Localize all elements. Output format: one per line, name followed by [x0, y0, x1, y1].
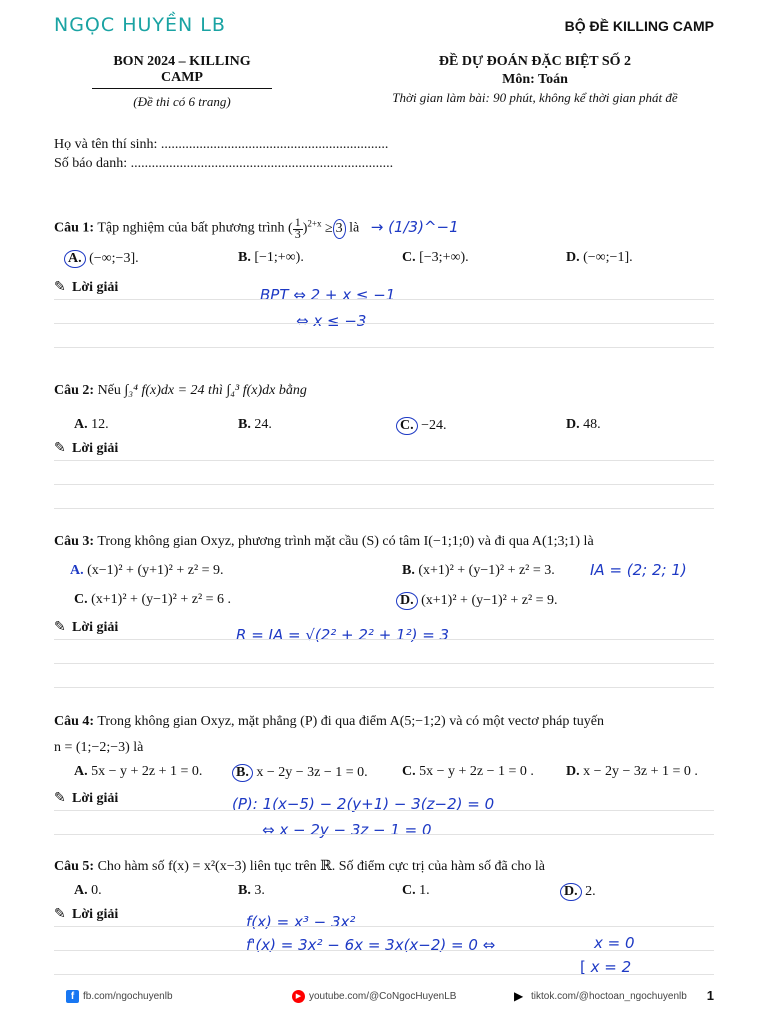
exam-time: Thời gian làm bài: 90 phút, không kể thời gian phát đề: [392, 90, 678, 105]
option-b[interactable]: B. [−1;+∞).: [238, 250, 304, 265]
option-c[interactable]: C. [−3;+∞).: [402, 250, 469, 265]
question-4-continued: n = (1;−2;−3) là: [54, 740, 144, 755]
option-b[interactable]: B. (x+1)² + (y−1)² + z² = 3.: [402, 563, 555, 578]
handwritten-solution-line: f'(x) = 3x² − 6x = 3x(x−2) = 0 ⇔: [246, 936, 496, 954]
series-title: BỘ ĐỀ KILLING CAMP: [564, 18, 714, 34]
pencil-icon: ✎: [54, 907, 66, 922]
footer-youtube-link[interactable]: ▶ youtube.com/@CoNgocHuyenLB: [292, 990, 456, 1003]
exam-camp-title: BON 2024 – KILLING CAMP: [92, 54, 272, 89]
question-3: [54, 533, 714, 551]
answer-line: [54, 950, 714, 951]
solution-label: ✎ Lời giải: [54, 620, 119, 635]
answer-line: [54, 299, 714, 300]
answer-line: [54, 460, 714, 461]
handwritten-solution-line: (P): 1(x−5) − 2(y+1) − 3(z−2) = 0: [232, 795, 495, 813]
exam-subject: Môn: Toán: [502, 72, 568, 87]
answer-line: [54, 810, 714, 811]
option-a[interactable]: A. (x−1)² + (y+1)² + z² = 9.: [70, 563, 224, 578]
footer-facebook-link[interactable]: f fb.com/ngochuyenlb: [66, 990, 173, 1003]
answer-line: [54, 974, 714, 975]
option-a[interactable]: A. 12.: [74, 417, 109, 432]
exam-page-count: (Đề thi có 6 trang): [133, 94, 231, 109]
solution-label: ✎ Lời giải: [54, 280, 119, 295]
answer-line: [54, 687, 714, 688]
handwritten-solution-line: ⇔ x − 2y − 3z − 1 = 0: [262, 821, 432, 839]
option-c[interactable]: C. 1.: [402, 883, 430, 898]
exam-title: ĐỀ DỰ ĐOÁN ĐẶC BIỆT SỐ 2: [438, 54, 632, 69]
question-label: Câu 3:: [54, 534, 95, 549]
option-d[interactable]: D. x − 2y − 3z + 1 = 0 .: [566, 764, 698, 779]
answer-line: [54, 639, 714, 640]
option-a[interactable]: A. 5x − y + 2z + 1 = 0.: [74, 764, 203, 779]
answer-line: [54, 834, 714, 835]
question-2: [54, 382, 714, 400]
handwritten-solution-line: f(x) = x³ − 3x²: [246, 913, 356, 931]
pencil-icon: ✎: [54, 791, 66, 806]
exam-header-left: [54, 54, 310, 110]
question-math: ( 1 3 )$^{2+x}$ ≥ 3: [288, 221, 349, 236]
solution-label: ✎ Lời giải: [54, 791, 119, 806]
handwritten-solution-line: ⇔ x ≤ −3: [296, 312, 367, 330]
pencil-icon: ✎: [54, 280, 66, 295]
answer-line: [54, 323, 714, 324]
option-d[interactable]: D. 48.: [566, 417, 601, 432]
option-b[interactable]: B. 3.: [238, 883, 265, 898]
brand-logo: NGỌC HUYỀN LB: [54, 14, 226, 36]
question-text: Tập nghiệm của bất phương trình: [97, 220, 285, 236]
option-a[interactable]: A. (−∞;−3].: [64, 250, 139, 268]
answer-line: [54, 663, 714, 664]
question-1: [54, 214, 714, 240]
youtube-icon: ▶: [292, 990, 305, 1003]
handwritten-note: IA = (2; 2; 1): [590, 561, 687, 579]
question-label: Câu 4:: [54, 714, 95, 729]
handwritten-solution-line: [ x = 2: [580, 958, 632, 976]
facebook-icon: f: [66, 990, 79, 1003]
handwritten-solution-line: R = IA = √(2² + 2² + 1²) = 3: [236, 626, 450, 644]
handwritten-note: → (1/3)^−1: [370, 217, 459, 236]
answer-line: [54, 926, 714, 927]
question-4: [54, 713, 714, 731]
question-label: Câu 2:: [54, 383, 95, 398]
candidate-name-field: Họ và tên thí sinh: .................................................................: [54, 137, 389, 152]
question-text: Cho hàm số f(x) = x²(x−3) liên tục trên ℝ. Số điểm cực trị của hàm số đã cho là: [97, 859, 545, 874]
page-number: 1: [706, 988, 714, 1003]
question-label: Câu 5:: [54, 859, 95, 874]
question-text: Nếu: [97, 383, 121, 398]
option-d[interactable]: D. (x+1)² + (y−1)² + z² = 9.: [396, 592, 558, 610]
option-b[interactable]: B. 24.: [238, 417, 272, 432]
option-c[interactable]: C. −24.: [396, 417, 447, 435]
candidate-id-field: Số báo danh: ...........................................................................: [54, 156, 394, 171]
tiktok-icon: ▶: [514, 989, 524, 1003]
option-c[interactable]: C. 5x − y + 2z − 1 = 0 .: [402, 764, 534, 779]
option-d[interactable]: D. (−∞;−1].: [566, 250, 633, 265]
option-a[interactable]: A. 0.: [74, 883, 102, 898]
solution-label: ✎ Lời giải: [54, 441, 119, 456]
handwritten-solution-line: BPT ⇔ 2 + x ≤ −1: [260, 286, 396, 304]
exam-header-right: [350, 54, 720, 106]
question-text: Trong không gian Oxyz, phương trình mặt cầu (S) có tâm I(−1;1;0) và đi qua A(1;3;1) là: [97, 534, 594, 549]
answer-line: [54, 347, 714, 348]
question-text: Trong không gian Oxyz, mặt phẳng (P) đi qua điểm A(5;−1;2) và có một vectơ pháp tuyến: [97, 714, 604, 729]
pencil-icon: ✎: [54, 620, 66, 635]
question-5: [54, 858, 714, 876]
question-tail: là: [349, 220, 360, 236]
answer-line: [54, 508, 714, 509]
option-b[interactable]: B. x − 2y − 3z − 1 = 0.: [232, 764, 368, 782]
question-math: ∫₃⁴ f(x)dx = 24 thì ∫₄³ f(x)dx bằng: [124, 383, 307, 398]
option-c[interactable]: C. (x+1)² + (y−1)² + z² = 6 .: [74, 592, 232, 607]
answer-line: [54, 484, 714, 485]
pencil-icon: ✎: [54, 441, 66, 456]
solution-label: ✎ Lời giải: [54, 907, 119, 922]
question-label: Câu 1:: [54, 220, 95, 236]
footer-tiktok-link[interactable]: ▶ tiktok.com/@hoctoan_ngochuyenlb: [514, 989, 687, 1003]
handwritten-solution-line: x = 0: [594, 934, 635, 952]
option-d[interactable]: D. 2.: [560, 883, 596, 901]
